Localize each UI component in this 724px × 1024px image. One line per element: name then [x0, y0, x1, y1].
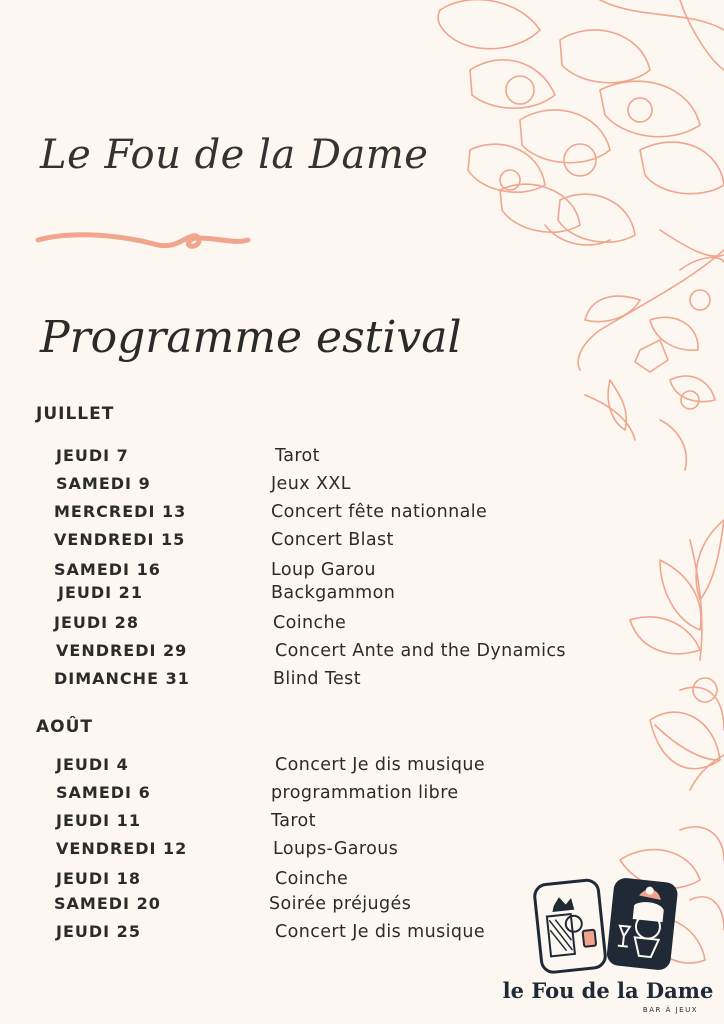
logo-wordmark: le Fou de la Dame — [502, 978, 714, 1003]
event-name: Loup Garou — [271, 560, 376, 580]
leaf-branch-lower — [630, 520, 724, 790]
list-item — [0, 839, 620, 863]
event-day: SAMEDI 16 — [54, 560, 161, 579]
brand-script-title: Le Fou de la Dame — [40, 132, 429, 178]
event-name: Concert Je dis musique — [275, 922, 486, 942]
event-name: Concert Ante and the Dynamics — [275, 641, 566, 661]
month-heading-juillet: JUILLET — [36, 404, 115, 424]
event-day: DIMANCHE 31 — [54, 669, 190, 688]
event-day: VENDREDI 15 — [54, 530, 186, 549]
flower-cluster-top — [438, 0, 724, 256]
event-name: Tarot — [275, 446, 320, 466]
event-day: SAMEDI 9 — [56, 474, 151, 493]
list-item — [0, 922, 620, 946]
list-item — [0, 560, 620, 584]
event-day: VENDREDI 12 — [56, 839, 188, 858]
event-name: Concert fête nationnale — [271, 502, 488, 522]
event-name: Blind Test — [273, 669, 361, 689]
list-item — [0, 446, 620, 470]
month-heading-aout: AOÛT — [36, 717, 94, 737]
event-name: Coinche — [275, 869, 349, 889]
event-name: Soirée préjugés — [269, 894, 412, 914]
list-item — [0, 811, 620, 835]
event-name: Jeux XXL — [271, 474, 351, 494]
list-item — [0, 474, 620, 498]
list-item — [0, 669, 620, 693]
event-day: JEUDI 25 — [56, 922, 141, 941]
event-day: MERCREDI 13 — [54, 502, 187, 521]
event-day: VENDREDI 29 — [56, 641, 188, 660]
event-name: programmation libre — [271, 783, 459, 803]
event-day: JEUDI 11 — [56, 811, 141, 830]
event-day: JEUDI 28 — [54, 613, 139, 632]
event-day: SAMEDI 6 — [56, 783, 151, 802]
list-item — [0, 641, 620, 665]
fool-and-queen-cards-icon — [532, 876, 682, 976]
list-item — [0, 894, 620, 918]
list-item — [0, 502, 620, 526]
list-item — [0, 783, 620, 807]
event-name: Tarot — [271, 811, 316, 831]
list-item — [0, 869, 620, 893]
decorative-swash — [34, 226, 254, 266]
logo-subtitle: BAR À JEUX — [642, 1006, 698, 1014]
event-day: JEUDI 7 — [56, 446, 129, 465]
event-day: SAMEDI 20 — [54, 894, 161, 913]
programme-title: Programme estival — [40, 312, 462, 363]
list-item — [0, 583, 620, 607]
list-item — [0, 530, 620, 554]
list-item — [0, 755, 620, 779]
event-name: Concert Je dis musique — [275, 755, 486, 775]
event-name: Coinche — [273, 613, 347, 633]
event-name: Backgammon — [271, 583, 396, 603]
event-name: Loups-Garous — [273, 839, 399, 859]
event-day: JEUDI 18 — [56, 869, 141, 888]
flower-branch-middle — [578, 250, 724, 470]
list-item — [0, 613, 620, 637]
event-day: JEUDI 4 — [56, 755, 129, 774]
event-name: Concert Blast — [271, 530, 394, 550]
event-day: JEUDI 21 — [58, 583, 143, 602]
